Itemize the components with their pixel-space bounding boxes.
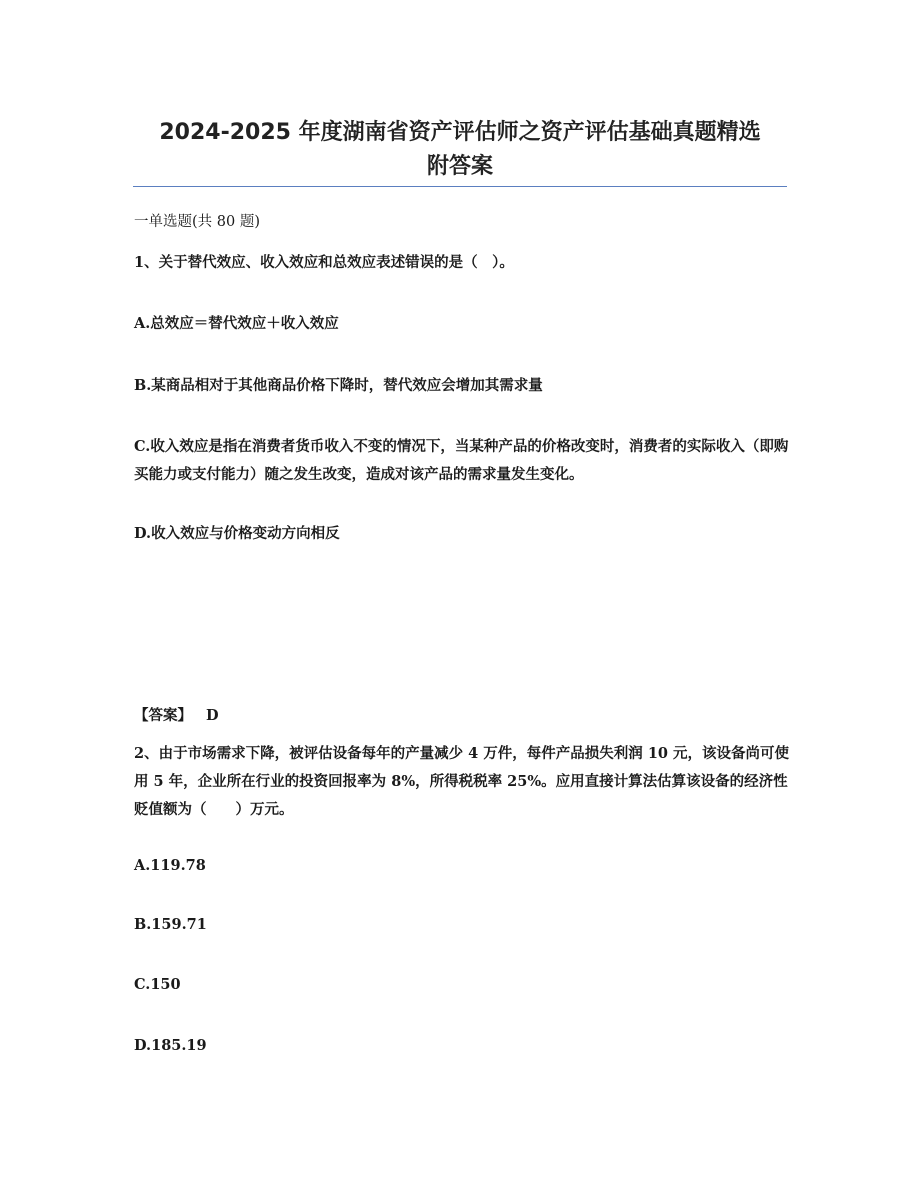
question-2-option-a: A.119.78: [134, 857, 206, 874]
title-divider: [133, 186, 787, 187]
question-1-option-d: D.收入效应与价格变动方向相反: [134, 525, 340, 542]
title-line-1: 2024-2025 年度湖南省资产评估师之资产评估基础真题精选: [159, 120, 761, 145]
question-1-option-b: B.某商品相对于其他商品价格下降时，替代效应会增加其需求量: [134, 377, 543, 394]
question-2-option-c: C.150: [134, 976, 181, 993]
document-title: [120, 116, 800, 184]
question-1-stem: 1、关于替代效应、收入效应和总效应表述错误的是（ ）。: [134, 254, 514, 271]
question-2-stem: 2、由于市场需求下降，被评估设备每年的产量减少 4 万件，每件产品损失利润 10 元，该设备尚可使用 5 年，企业所在行业的投资回报率为 8%，所得税税率 25%。应用直接计算法估算该设备的经济性贬值额为（ ）万元。: [134, 745, 790, 818]
section-heading: 一单选题(共 80 题): [134, 214, 260, 230]
question-1-option-c: C.收入效应是指在消费者货币收入不变的情况下，当某种产品的价格改变时，消费者的实际收入（即购买能力或支付能力）随之发生改变，造成对该产品的需求量发生变化。: [134, 438, 789, 483]
question-1-answer: [134, 702, 219, 730]
question-2-option-b: B.159.71: [134, 916, 207, 933]
title-line-2: 附答案: [426, 154, 493, 179]
question-2-option-d: D.185.19: [134, 1037, 207, 1054]
answer-label: 【答案】: [134, 707, 192, 724]
question-1-option-a: A.总效应＝替代效应＋收入效应: [134, 315, 339, 332]
answer-value: D: [206, 707, 219, 724]
